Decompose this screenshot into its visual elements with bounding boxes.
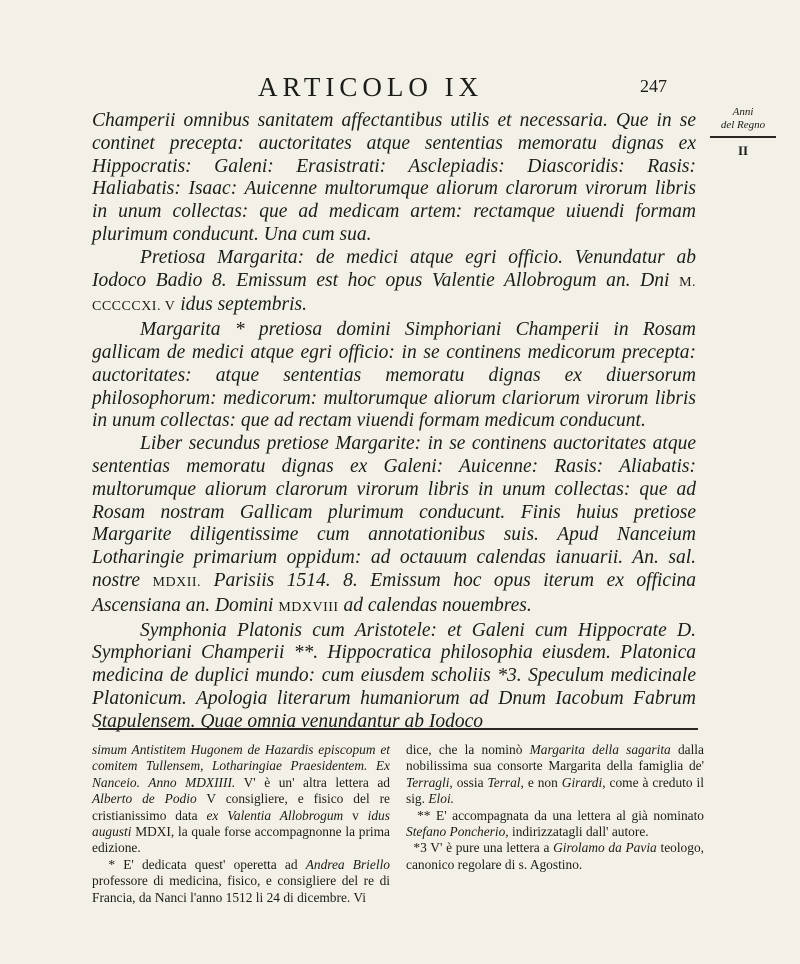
paragraph-4-year-2: MDXVIII <box>278 599 339 615</box>
fn-left-i2: Alberto de Podio <box>92 791 197 807</box>
paragraph-4-year-1: MDXII. <box>152 574 202 590</box>
paragraph-2-date: M. CCCCCXI. V <box>92 274 697 315</box>
fn-left-t2: V consigliere, e fisico del re cristianissimo data <box>92 791 390 823</box>
page-number: 247 <box>640 76 667 96</box>
margin-note-regnal-year: II <box>737 143 749 158</box>
fn-left-t1: V' è un' altra lettera ad <box>243 774 391 790</box>
margin-note-line-2: del Regno <box>720 119 766 131</box>
fn-left-t3: v <box>352 807 359 823</box>
fn-right-t2: dalla nobilissima sua consorte Margarita della famiglia de' <box>406 742 704 774</box>
footnote-right-block <box>406 742 704 808</box>
paragraph-4-text-a: Liber secundus pretiose Margarite: in se continens auctoritates atque sententias memoratu dignas ex Galeni: Auicenne: Rasis: Aliabatis: multorumque aliorum clarorum virorum libris in unum collectas: que ad Rosam nostram Gallicam plurimum conducunt. Finis huius pretiose Margarite diligentissime cum annotationibus suis. Apud Nanceium Lotharingie primarium oppidum: ad octauum calendas ianuarii. An. sal. nostre <box>92 433 696 591</box>
paragraph-4 <box>92 433 696 619</box>
running-header-title: ARTICOLO IX <box>258 72 484 102</box>
fn-left-t4: MDXI, la quale forse accompagnonne la prima edizione. <box>92 824 390 856</box>
fn-left-i1: simum Antistitem Hugonem de Hazardis episcopum et comitem Tullensem, Lotharingiae Praesidentem. Ex Nanceio. Anno MDXIIII. <box>92 742 390 790</box>
paragraph-4-text-c: ad calendas nouembres. <box>343 594 532 616</box>
margin-note-rule <box>710 136 776 138</box>
footnote-star <box>92 857 390 906</box>
margin-note <box>704 106 782 157</box>
fn-left-i3: ex Valentia Allobrogum <box>206 807 344 823</box>
footnote-separator <box>98 728 698 730</box>
footnote-double-star <box>406 808 704 841</box>
paragraph-3 <box>92 319 696 433</box>
fn-left-i5: Andrea Briello <box>305 856 390 872</box>
fn-right-t3: , ossia <box>449 774 484 790</box>
fn-right-i2: Terragli <box>406 774 450 790</box>
paragraph-5 <box>92 620 696 734</box>
footnotes-right-column <box>406 742 704 906</box>
fn-right-t9: teologo, canonico regolare di s. Agostino. <box>406 840 704 872</box>
paragraph-1-text: Champerii omnibus sanitatem affectantibus utilis et necessaria. Que in se continet precepta: auctoritates atque sententias memoratu dignas ex Hippocratis: Galeni: Erasistrati: Asclepiadis: Diascoridis: Rasis: Haliabatis: Isaac: Auicenne multorumque aliorum clarorum virorum libris in unum collectas: que ad medicam artem: rectamque uiuendi formam plurimum conducunt. Una cum sua. <box>92 110 696 245</box>
footnote-left-block <box>92 742 390 857</box>
paragraph-2-text-b: idus septembris. <box>180 294 307 316</box>
fn-left-i4: idus augusti <box>92 807 390 840</box>
fn-right-t1: dice, che la nominò <box>406 742 523 757</box>
paragraph-5-text: Symphonia Platonis cum Aristotele: et Galeni cum Hippocrate D. Symphoriani Champerii **. Hippocratica philosophia eiusdem. Platonica medicina de duplici mundo: cum eiusdem scholiis *3. Speculum medicinale Platonicum. Apologia literarum humaniorum ad Dnum Iacobum Fabrum Stapulensem. Quae omnia venundantur ab Iodoco <box>92 619 696 732</box>
fn-right-i5: Eloi. <box>428 791 455 807</box>
paragraph-2 <box>92 247 696 319</box>
fn-right-i1: Margarita della sagarita <box>529 742 671 757</box>
paragraph-4-text-b: Parisiis 1514. 8. Emissum hoc opus iterum ex officina Ascensiana an. Domini <box>92 569 697 616</box>
fn-left-t6: professore di medicina, fisico, e consigliere del re di Francia, da Nanci l'anno 1512 li 24 di dicembre. Vi <box>92 873 390 905</box>
fn-right-i4: Girardi <box>561 774 603 790</box>
fn-left-t5: * E' dedicata quest' operetta ad <box>108 856 298 872</box>
fn-right-i3: Terral <box>487 774 521 790</box>
fn-right-i7: Girolamo da Pavia <box>553 840 657 856</box>
footnotes <box>92 742 704 906</box>
fn-right-t5: , come à creduto il sig. <box>406 774 704 807</box>
fn-right-t4: , e non <box>520 774 558 790</box>
main-text <box>92 110 696 734</box>
paragraph-3-text: Margarita * pretiosa domini Simphoriani Champerii in Rosam gallicam de medici atque egri officio: in se continens medicorum precepta: auctoritates: atque sententias memoratu dignas ex diuersorum philosophorum: medicorum: multorumque aliorum clariorum virorum libris in unum collectas: que ad rectam viuendi formam medicum conducunt. <box>92 319 696 432</box>
footnotes-left-column <box>92 742 390 906</box>
fn-right-t8: *3 V' è pure una lettera a <box>413 840 550 856</box>
paragraph-1 <box>92 110 696 247</box>
footnote-star-3 <box>406 840 704 873</box>
fn-right-t7: , indirizzatagli dall' autore. <box>505 824 649 840</box>
paragraph-2-text-a: Pretiosa Margarita: de medici atque egri officio. Venundatur ab Iodoco Badio 8. Emissum est hoc opus Valentie Allobrogum an. Dni <box>92 246 696 291</box>
fn-right-i6: Stefano Poncherio <box>406 824 506 840</box>
fn-right-t6: ** E' accompagnata da una lettera al già nominato <box>417 807 705 823</box>
margin-note-line-1: Anni <box>732 106 754 118</box>
